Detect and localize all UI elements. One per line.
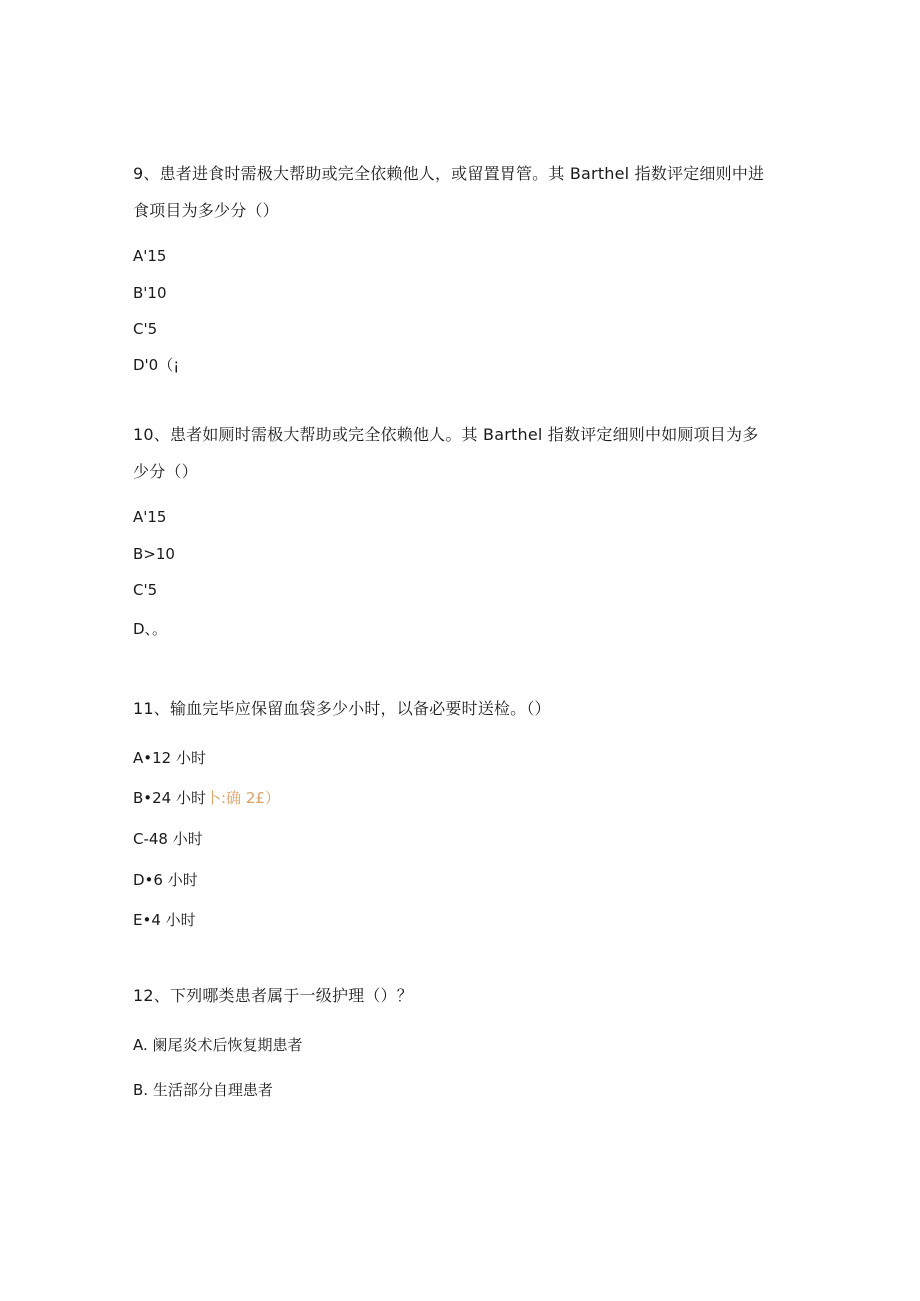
question-10-option-d: D、。 bbox=[133, 620, 168, 638]
question-10-stem-line-2: 少分（） bbox=[133, 462, 198, 481]
question-9-option-b: B'10 bbox=[133, 284, 167, 302]
question-10-option-a: A'15 bbox=[133, 508, 167, 526]
question-12-option-a: A. 阑尾炎术后恢复期患者 bbox=[133, 1036, 303, 1054]
question-12-option-b: B. 生活部分自理患者 bbox=[133, 1081, 273, 1099]
question-9-option-a: A'15 bbox=[133, 247, 167, 265]
question-9-option-c: C'5 bbox=[133, 320, 158, 338]
question-12-stem: 12、下列哪类患者属于一级护理（）？ bbox=[133, 986, 413, 1005]
question-11-option-c: C-48 小时 bbox=[133, 830, 203, 848]
question-11-option-a: A•12 小时 bbox=[133, 749, 206, 767]
question-10-option-b: B>10 bbox=[133, 545, 175, 563]
question-11-stem: 11、输血完毕应保留血袋多少小时，以备必要时送检。（） bbox=[133, 699, 551, 718]
question-9-stem-line-2: 食项目为多少分（） bbox=[133, 201, 279, 220]
question-11-option-b: B•24 小时 bbox=[133, 789, 206, 807]
question-10-stem-line-1: 10、患者如厕时需极大帮助或完全依赖他人。其 Barthel 指数评定细则中如厕项目为多 bbox=[133, 425, 759, 444]
question-10-option-c: C'5 bbox=[133, 581, 158, 599]
question-11-option-d: D•6 小时 bbox=[133, 871, 198, 889]
question-11-option-e: E•4 小时 bbox=[133, 911, 196, 929]
question-9-stem-line-1: 9、患者进食时需极大帮助或完全依赖他人，或留置胃管。其 Barthel 指数评定细则中进 bbox=[133, 164, 765, 183]
question-11-option-b-row bbox=[133, 787, 280, 809]
handwritten-annotation: 卜:确 2£） bbox=[206, 789, 280, 807]
question-9-option-d: D'0（¡ bbox=[133, 356, 180, 374]
